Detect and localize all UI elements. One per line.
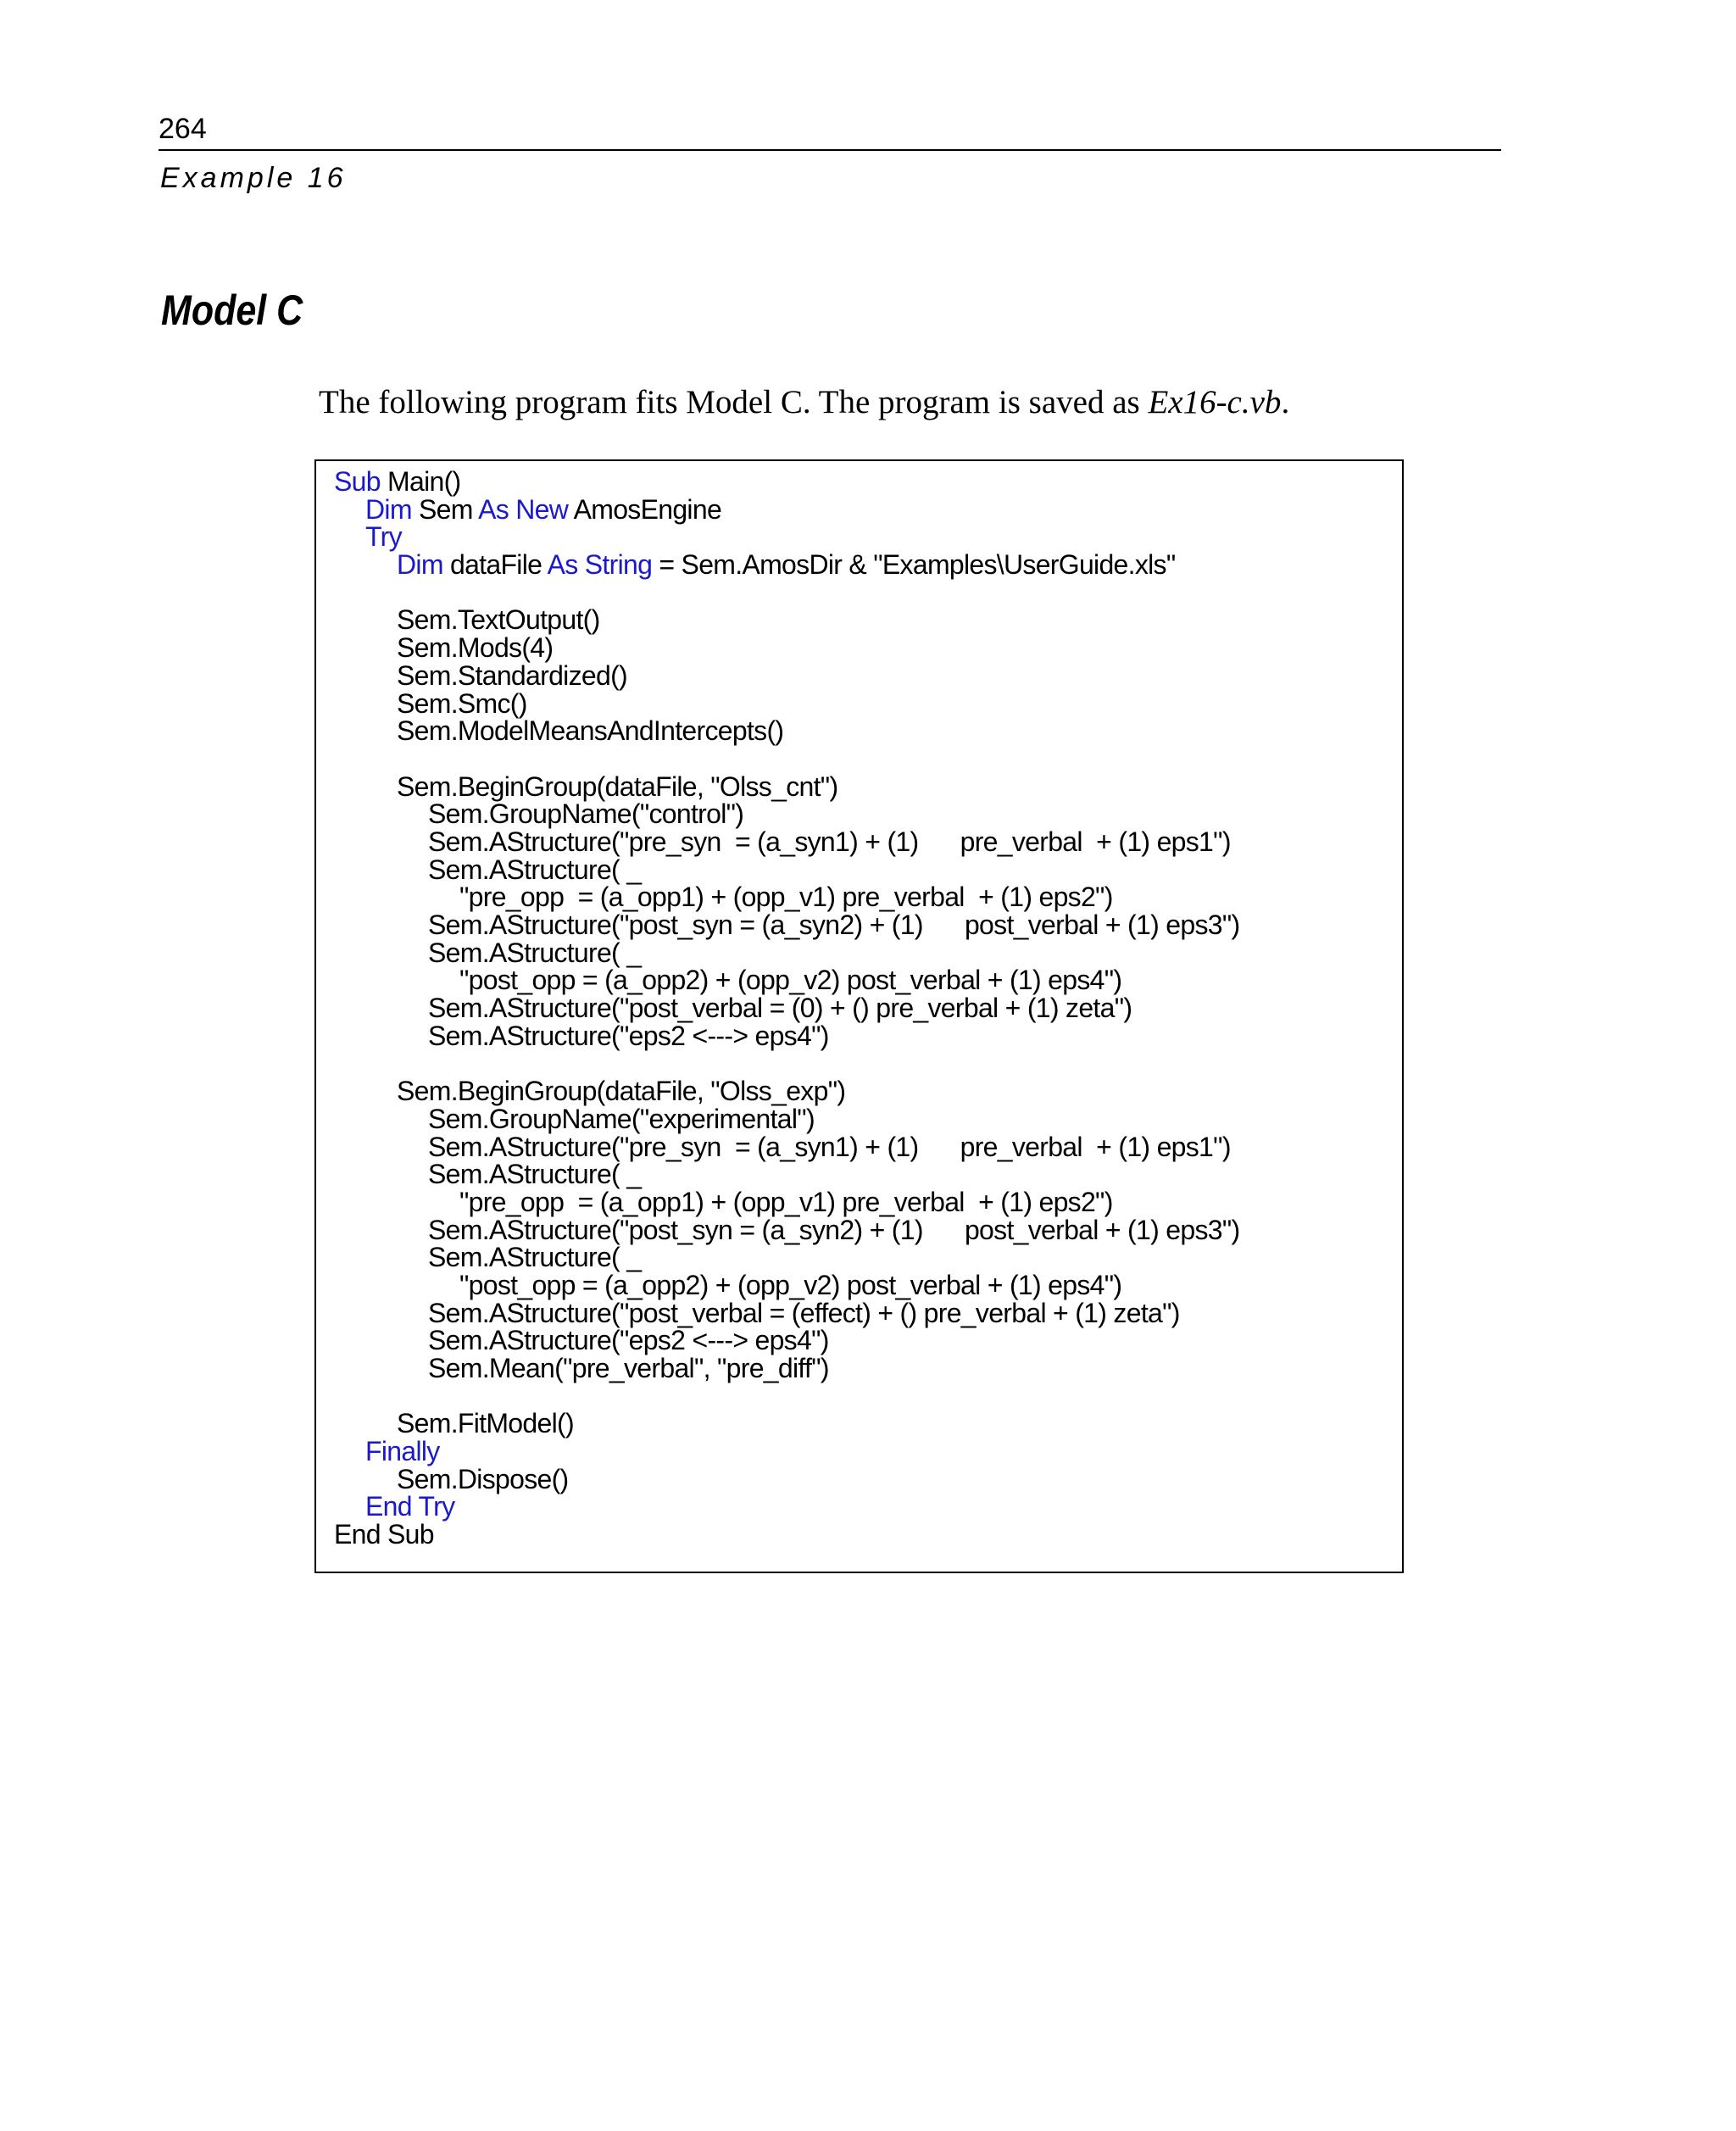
code-line bbox=[334, 828, 1239, 856]
section-heading: Model C bbox=[161, 287, 303, 334]
code-line bbox=[334, 634, 1239, 662]
code-text: Sem.AStructure("post_syn = (a_syn2) + (1) post_verbal + (1) eps3") bbox=[428, 1214, 1240, 1245]
code-keyword: As String bbox=[547, 549, 653, 581]
code-text: Sem.AStructure("post_verbal = (effect) + () pre_verbal + (1) zeta") bbox=[428, 1297, 1180, 1328]
code-text: Sem.AStructure( _ bbox=[428, 1159, 642, 1190]
code-text: "post_opp = (a_opp2) + (opp_v2) post_verbal + (1) eps4") bbox=[459, 1269, 1122, 1300]
code-text: Sem.TextOutput() bbox=[397, 604, 600, 636]
code-line bbox=[334, 606, 1239, 634]
code-text: Sem.AStructure("pre_syn = (a_syn1) + (1) pre_verbal + (1) eps1") bbox=[428, 826, 1231, 857]
code-text: Sem.AStructure("post_syn = (a_syn2) + (1) post_verbal + (1) eps3") bbox=[428, 910, 1240, 940]
code-listing-box bbox=[314, 459, 1404, 1573]
code-line bbox=[334, 1463, 1239, 1494]
code-keyword: End Try bbox=[365, 1491, 455, 1522]
code-text: End Sub bbox=[334, 1519, 434, 1550]
code-line bbox=[334, 687, 1239, 719]
code-text: Sem.Smc() bbox=[397, 687, 527, 719]
code-line bbox=[334, 1216, 1239, 1244]
code-listing bbox=[334, 468, 1239, 1549]
code-text: Sem.Standardized() bbox=[397, 659, 627, 691]
code-text: Sem.AStructure("post_verbal = (0) + () pre_verbal + (1) zeta") bbox=[428, 993, 1132, 1024]
code-line bbox=[334, 523, 1239, 551]
code-line bbox=[334, 579, 1239, 607]
code-line bbox=[334, 1022, 1239, 1050]
code-line bbox=[334, 856, 1239, 884]
code-line bbox=[334, 745, 1239, 773]
code-line bbox=[334, 939, 1239, 967]
code-text: "post_opp = (a_opp2) + (opp_v2) post_verbal + (1) eps4") bbox=[459, 965, 1122, 996]
code-keyword: Finally bbox=[365, 1436, 440, 1467]
code-text: Sem.Mean("pre_verbal", "pre_diff") bbox=[428, 1353, 829, 1383]
code-line bbox=[334, 1105, 1239, 1133]
code-line bbox=[334, 468, 1239, 496]
code-line bbox=[334, 659, 1239, 691]
code-line bbox=[334, 551, 1239, 579]
code-line bbox=[334, 994, 1239, 1022]
code-text: Sem.AStructure( _ bbox=[428, 854, 642, 885]
code-text: Sem.AStructure( _ bbox=[428, 1242, 642, 1273]
code-line bbox=[334, 1160, 1239, 1188]
code-text: Main() bbox=[380, 466, 461, 497]
code-keyword: Sub bbox=[334, 466, 381, 497]
code-text: = Sem.AmosDir & "Examples\UserGuide.xls" bbox=[652, 549, 1176, 581]
code-text: Sem.AStructure("pre_syn = (a_syn1) + (1) pre_verbal + (1) eps1") bbox=[428, 1131, 1231, 1162]
code-line bbox=[334, 1355, 1239, 1383]
code-text: Sem.FitModel() bbox=[397, 1408, 574, 1439]
code-keyword: Try bbox=[365, 521, 402, 553]
code-line bbox=[334, 1521, 1239, 1549]
code-text: Sem.AStructure("eps2 <---> eps4") bbox=[428, 1020, 829, 1051]
intro-filename: Ex16-c.vb bbox=[1148, 384, 1282, 420]
code-text: Sem.AStructure("eps2 <---> eps4") bbox=[428, 1325, 829, 1356]
code-line bbox=[334, 800, 1239, 828]
code-text: dataFile bbox=[442, 549, 548, 581]
code-line bbox=[334, 717, 1239, 745]
code-line bbox=[334, 1327, 1239, 1355]
code-line bbox=[334, 1383, 1239, 1410]
code-text: Sem.BeginGroup(dataFile, "Olss_exp") bbox=[397, 1076, 846, 1107]
code-text: Sem.GroupName("experimental") bbox=[428, 1103, 815, 1134]
code-keyword: Dim bbox=[397, 549, 443, 581]
code-line bbox=[334, 1049, 1239, 1077]
intro-paragraph bbox=[319, 381, 1289, 424]
intro-text: The following program fits Model C. The program is saved as bbox=[319, 384, 1149, 420]
code-line bbox=[334, 911, 1239, 939]
code-text: Sem.Dispose() bbox=[397, 1463, 569, 1494]
code-text: Sem.ModelMeansAndIntercepts() bbox=[397, 715, 784, 747]
header-rule bbox=[159, 149, 1501, 151]
code-text: Sem.AStructure( _ bbox=[428, 937, 642, 968]
code-line bbox=[334, 493, 1239, 525]
code-line bbox=[334, 1493, 1239, 1521]
code-text: Sem.BeginGroup(dataFile, "Olss_cnt") bbox=[397, 771, 838, 802]
code-text: Sem bbox=[411, 493, 479, 525]
code-text: "pre_opp = (a_opp1) + (opp_v1) pre_verbal + (1) eps2") bbox=[459, 882, 1113, 913]
intro-text-end: . bbox=[1281, 384, 1290, 420]
page-number: 264 bbox=[159, 113, 207, 145]
code-line bbox=[334, 773, 1239, 801]
code-line bbox=[334, 1188, 1239, 1216]
code-line bbox=[334, 1244, 1239, 1271]
code-line bbox=[334, 1077, 1239, 1105]
running-title: Example 16 bbox=[160, 162, 347, 194]
code-line bbox=[334, 883, 1239, 911]
code-keyword: Dim bbox=[365, 493, 412, 525]
code-line bbox=[334, 1410, 1239, 1438]
code-line bbox=[334, 1133, 1239, 1161]
code-line bbox=[334, 1271, 1239, 1299]
code-line bbox=[334, 1438, 1239, 1466]
code-line bbox=[334, 966, 1239, 994]
code-text: "pre_opp = (a_opp1) + (opp_v1) pre_verbal + (1) eps2") bbox=[459, 1186, 1113, 1217]
code-text: AmosEngine bbox=[568, 493, 722, 525]
code-text: Sem.GroupName("control") bbox=[428, 798, 744, 830]
code-text: Sem.Mods(4) bbox=[397, 632, 554, 664]
code-keyword: As New bbox=[478, 493, 569, 525]
code-line bbox=[334, 1299, 1239, 1327]
